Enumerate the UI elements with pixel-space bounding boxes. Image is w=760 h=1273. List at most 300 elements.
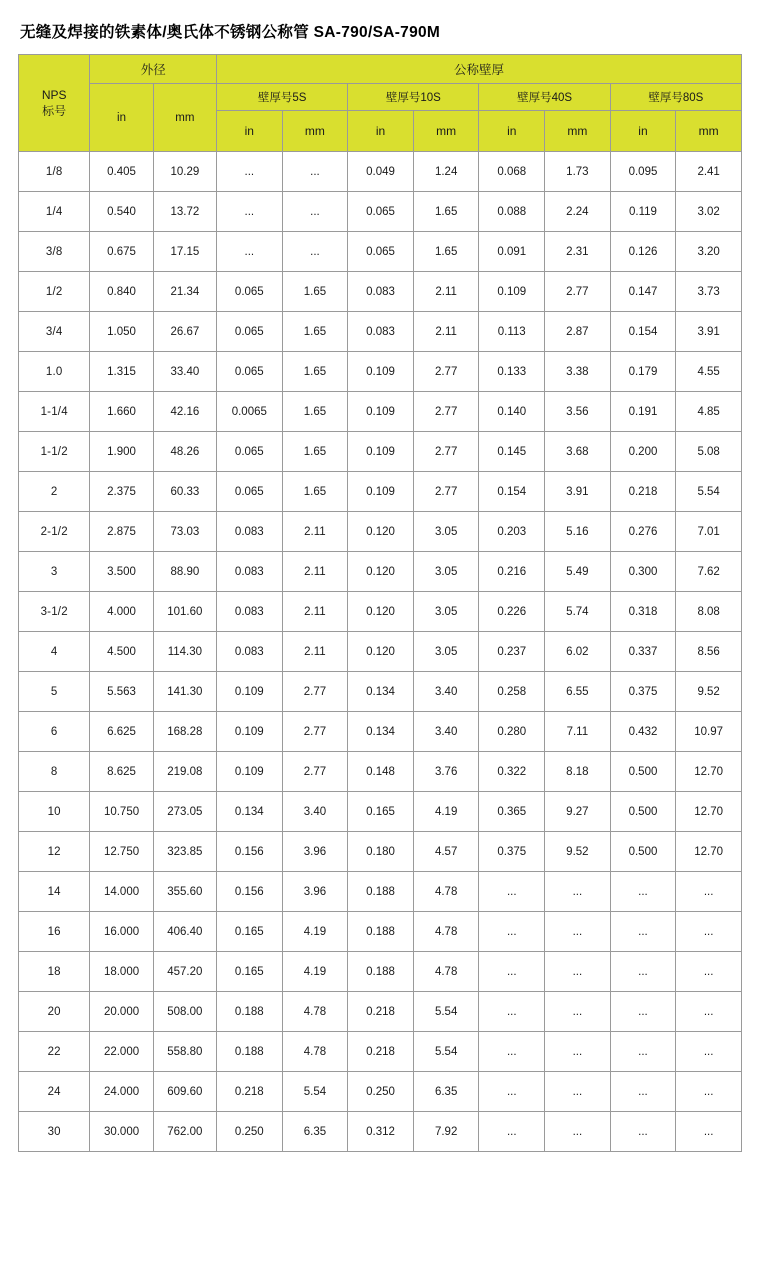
cell-od-mm: 17.15 [153, 232, 216, 272]
cell-s80-mm: 3.20 [676, 232, 742, 272]
header-unit-10s-mm: mm [413, 111, 479, 152]
cell-s80-in: 0.218 [610, 472, 676, 512]
cell-s40-in: 0.109 [479, 272, 545, 312]
cell-nps: 3/4 [19, 312, 90, 352]
cell-s40-mm: 3.56 [545, 392, 611, 432]
cell-s10-in: 0.109 [348, 432, 414, 472]
cell-od-mm: 13.72 [153, 192, 216, 232]
cell-od-in: 4.000 [90, 592, 153, 632]
cell-s40-in: ... [479, 912, 545, 952]
cell-s40-mm: ... [545, 912, 611, 952]
table-row [19, 752, 742, 792]
table-row [19, 1032, 742, 1072]
cell-s5-in: ... [217, 152, 283, 192]
cell-s40-in: 0.203 [479, 512, 545, 552]
cell-s10-in: 0.134 [348, 712, 414, 752]
header-schedule-40s: 壁厚号40S [479, 84, 610, 111]
cell-nps: 3-1/2 [19, 592, 90, 632]
cell-od-in: 3.500 [90, 552, 153, 592]
cell-s5-mm: 5.54 [282, 1072, 348, 1112]
cell-od-mm: 73.03 [153, 512, 216, 552]
cell-s80-in: 0.126 [610, 232, 676, 272]
cell-s5-mm: 4.19 [282, 952, 348, 992]
cell-s80-mm: 9.52 [676, 672, 742, 712]
cell-od-mm: 219.08 [153, 752, 216, 792]
cell-s40-in: ... [479, 952, 545, 992]
cell-s10-in: 0.083 [348, 272, 414, 312]
cell-s10-in: 0.188 [348, 912, 414, 952]
cell-s5-in: 0.156 [217, 872, 283, 912]
cell-s40-mm: 9.52 [545, 832, 611, 872]
cell-s5-in: 0.165 [217, 912, 283, 952]
cell-s5-mm: ... [282, 232, 348, 272]
cell-s80-mm: ... [676, 872, 742, 912]
cell-od-in: 5.563 [90, 672, 153, 712]
table-row [19, 312, 742, 352]
cell-s80-in: ... [610, 952, 676, 992]
cell-od-in: 1.660 [90, 392, 153, 432]
table-row [19, 1112, 742, 1152]
cell-s80-in: ... [610, 1072, 676, 1112]
cell-s40-mm: 5.74 [545, 592, 611, 632]
cell-od-in: 14.000 [90, 872, 153, 912]
cell-s80-mm: ... [676, 1112, 742, 1152]
cell-s10-in: 0.218 [348, 992, 414, 1032]
cell-s10-mm: 3.05 [413, 512, 479, 552]
cell-s80-mm: ... [676, 992, 742, 1032]
cell-nps: 1/4 [19, 192, 90, 232]
cell-s10-mm: 5.54 [413, 1032, 479, 1072]
cell-s40-in: 0.237 [479, 632, 545, 672]
cell-s80-mm: ... [676, 1072, 742, 1112]
cell-s5-in: 0.188 [217, 992, 283, 1032]
cell-od-in: 0.540 [90, 192, 153, 232]
cell-s5-mm: 1.65 [282, 472, 348, 512]
cell-s40-in: ... [479, 1032, 545, 1072]
header-unit-5s-in: in [217, 111, 283, 152]
cell-s80-in: 0.191 [610, 392, 676, 432]
cell-s10-mm: 1.24 [413, 152, 479, 192]
cell-od-mm: 60.33 [153, 472, 216, 512]
cell-s10-in: 0.120 [348, 552, 414, 592]
cell-s80-mm: 8.08 [676, 592, 742, 632]
cell-s10-in: 0.188 [348, 952, 414, 992]
cell-s5-mm: ... [282, 152, 348, 192]
cell-s5-in: 0.109 [217, 672, 283, 712]
table-row [19, 392, 742, 432]
cell-s5-mm: 1.65 [282, 272, 348, 312]
cell-s40-in: ... [479, 1112, 545, 1152]
header-nominal-wall-thickness: 公称壁厚 [217, 55, 742, 84]
cell-od-in: 24.000 [90, 1072, 153, 1112]
cell-s80-mm: 12.70 [676, 792, 742, 832]
cell-s5-mm: 4.19 [282, 912, 348, 952]
cell-s40-mm: 5.49 [545, 552, 611, 592]
table-row [19, 472, 742, 512]
cell-od-in: 0.675 [90, 232, 153, 272]
cell-s5-mm: 4.78 [282, 992, 348, 1032]
table-row [19, 552, 742, 592]
cell-s40-in: 0.091 [479, 232, 545, 272]
cell-od-in: 20.000 [90, 992, 153, 1032]
cell-s80-in: 0.500 [610, 792, 676, 832]
cell-s80-in: 0.375 [610, 672, 676, 712]
cell-od-mm: 26.67 [153, 312, 216, 352]
cell-s10-mm: 4.78 [413, 952, 479, 992]
pipe-dimensions-table [18, 54, 742, 1152]
cell-s5-mm: 2.77 [282, 672, 348, 712]
cell-od-in: 18.000 [90, 952, 153, 992]
header-row-groups [19, 55, 742, 84]
table-row [19, 1072, 742, 1112]
cell-od-in: 30.000 [90, 1112, 153, 1152]
cell-s40-mm: 8.18 [545, 752, 611, 792]
cell-s40-in: 0.113 [479, 312, 545, 352]
cell-s10-mm: 2.77 [413, 352, 479, 392]
cell-od-mm: 42.16 [153, 392, 216, 432]
cell-nps: 1/8 [19, 152, 90, 192]
cell-s40-mm: 6.55 [545, 672, 611, 712]
cell-od-mm: 101.60 [153, 592, 216, 632]
cell-s80-mm: 7.01 [676, 512, 742, 552]
cell-s40-mm: 2.31 [545, 232, 611, 272]
table-row [19, 432, 742, 472]
cell-s40-in: ... [479, 992, 545, 1032]
cell-s40-in: 0.375 [479, 832, 545, 872]
cell-s10-in: 0.065 [348, 192, 414, 232]
cell-s40-mm: 2.77 [545, 272, 611, 312]
table-row [19, 672, 742, 712]
table-row [19, 632, 742, 672]
cell-s80-mm: 4.85 [676, 392, 742, 432]
cell-nps: 10 [19, 792, 90, 832]
cell-s10-mm: 6.35 [413, 1072, 479, 1112]
cell-s5-mm: 3.96 [282, 872, 348, 912]
cell-s40-in: 0.133 [479, 352, 545, 392]
header-unit-80s-mm: mm [676, 111, 742, 152]
cell-nps: 6 [19, 712, 90, 752]
cell-s80-mm: 4.55 [676, 352, 742, 392]
cell-nps: 3/8 [19, 232, 90, 272]
header-nps-line1: NPS [41, 87, 67, 102]
cell-s10-mm: 3.05 [413, 552, 479, 592]
header-unit-5s-mm: mm [282, 111, 348, 152]
cell-s40-mm: ... [545, 1072, 611, 1112]
cell-s80-mm: 7.62 [676, 552, 742, 592]
cell-nps: 8 [19, 752, 90, 792]
cell-s40-in: ... [479, 872, 545, 912]
cell-s10-mm: 5.54 [413, 992, 479, 1032]
cell-nps: 22 [19, 1032, 90, 1072]
cell-nps: 20 [19, 992, 90, 1032]
cell-s5-mm: 1.65 [282, 392, 348, 432]
cell-od-in: 0.405 [90, 152, 153, 192]
cell-od-in: 1.900 [90, 432, 153, 472]
cell-od-mm: 114.30 [153, 632, 216, 672]
cell-s40-mm: ... [545, 992, 611, 1032]
cell-s5-in: 0.109 [217, 752, 283, 792]
cell-s40-mm: 9.27 [545, 792, 611, 832]
cell-s10-in: 0.120 [348, 512, 414, 552]
table-row [19, 992, 742, 1032]
cell-s80-in: 0.432 [610, 712, 676, 752]
cell-s40-in: 0.068 [479, 152, 545, 192]
cell-nps: 2 [19, 472, 90, 512]
cell-s5-in: 0.218 [217, 1072, 283, 1112]
cell-s5-mm: 2.77 [282, 752, 348, 792]
cell-od-in: 8.625 [90, 752, 153, 792]
cell-s80-in: 0.318 [610, 592, 676, 632]
cell-s5-mm: 2.11 [282, 632, 348, 672]
cell-s40-in: 0.145 [479, 432, 545, 472]
cell-s80-in: 0.179 [610, 352, 676, 392]
cell-s5-mm: 1.65 [282, 312, 348, 352]
cell-s40-mm: ... [545, 1112, 611, 1152]
cell-s40-mm: 2.24 [545, 192, 611, 232]
cell-s10-mm: 7.92 [413, 1112, 479, 1152]
cell-s40-mm: 3.38 [545, 352, 611, 392]
cell-s10-mm: 2.77 [413, 432, 479, 472]
header-nps [19, 55, 90, 152]
cell-s10-in: 0.065 [348, 232, 414, 272]
cell-s5-in: 0.083 [217, 512, 283, 552]
cell-s40-mm: 6.02 [545, 632, 611, 672]
table-row [19, 792, 742, 832]
table-row [19, 872, 742, 912]
cell-s10-mm: 3.05 [413, 632, 479, 672]
cell-s5-in: ... [217, 192, 283, 232]
cell-s10-in: 0.165 [348, 792, 414, 832]
cell-s40-in: 0.216 [479, 552, 545, 592]
cell-s10-mm: 4.19 [413, 792, 479, 832]
cell-s80-in: 0.154 [610, 312, 676, 352]
cell-s40-in: 0.365 [479, 792, 545, 832]
table-row [19, 952, 742, 992]
cell-s40-mm: ... [545, 872, 611, 912]
cell-s10-in: 0.120 [348, 632, 414, 672]
header-nps-line2: 标号 [42, 104, 67, 118]
cell-s5-in: 0.065 [217, 352, 283, 392]
cell-s80-mm: 3.73 [676, 272, 742, 312]
cell-nps: 1/2 [19, 272, 90, 312]
cell-od-mm: 406.40 [153, 912, 216, 952]
cell-s5-in: 0.156 [217, 832, 283, 872]
header-od-mm: mm [153, 84, 216, 152]
cell-s5-in: 0.065 [217, 272, 283, 312]
cell-od-mm: 168.28 [153, 712, 216, 752]
table-row [19, 272, 742, 312]
cell-s10-in: 0.218 [348, 1032, 414, 1072]
cell-s40-mm: ... [545, 952, 611, 992]
cell-s5-mm: 4.78 [282, 1032, 348, 1072]
cell-s10-in: 0.180 [348, 832, 414, 872]
cell-s5-in: 0.0065 [217, 392, 283, 432]
cell-s10-in: 0.120 [348, 592, 414, 632]
cell-nps: 24 [19, 1072, 90, 1112]
cell-s80-in: 0.500 [610, 752, 676, 792]
cell-s5-in: 0.065 [217, 312, 283, 352]
header-unit-40s-mm: mm [545, 111, 611, 152]
cell-s80-in: ... [610, 992, 676, 1032]
cell-s80-in: 0.276 [610, 512, 676, 552]
cell-s80-in: 0.095 [610, 152, 676, 192]
cell-s10-in: 0.109 [348, 352, 414, 392]
cell-s5-mm: 2.11 [282, 592, 348, 632]
cell-s10-in: 0.109 [348, 392, 414, 432]
cell-s10-mm: 4.78 [413, 872, 479, 912]
cell-s40-in: 0.140 [479, 392, 545, 432]
cell-s80-in: ... [610, 1112, 676, 1152]
table-row [19, 512, 742, 552]
cell-s10-in: 0.109 [348, 472, 414, 512]
cell-s80-mm: 10.97 [676, 712, 742, 752]
cell-od-in: 2.375 [90, 472, 153, 512]
cell-s40-mm: 3.91 [545, 472, 611, 512]
cell-od-mm: 609.60 [153, 1072, 216, 1112]
table-row [19, 152, 742, 192]
cell-od-in: 22.000 [90, 1032, 153, 1072]
page-title: 无缝及焊接的铁素体/奥氏体不锈钢公称管 SA-790/SA-790M [20, 24, 441, 41]
cell-s10-in: 0.250 [348, 1072, 414, 1112]
cell-s80-mm: ... [676, 1032, 742, 1072]
cell-od-mm: 88.90 [153, 552, 216, 592]
cell-s10-mm: 2.11 [413, 312, 479, 352]
cell-od-mm: 558.80 [153, 1032, 216, 1072]
cell-s5-in: 0.083 [217, 552, 283, 592]
cell-s80-mm: 12.70 [676, 832, 742, 872]
cell-s10-mm: 2.77 [413, 392, 479, 432]
table-row [19, 912, 742, 952]
cell-s80-mm: 5.08 [676, 432, 742, 472]
cell-s80-in: 0.147 [610, 272, 676, 312]
header-row-schedules [19, 84, 742, 111]
cell-s10-mm: 2.11 [413, 272, 479, 312]
cell-s5-mm: 1.65 [282, 432, 348, 472]
cell-s5-in: 0.083 [217, 592, 283, 632]
cell-s80-mm: 2.41 [676, 152, 742, 192]
cell-s40-in: 0.258 [479, 672, 545, 712]
cell-s5-in: 0.165 [217, 952, 283, 992]
header-schedule-80s: 壁厚号80S [610, 84, 741, 111]
cell-s5-mm: 2.11 [282, 552, 348, 592]
cell-s10-in: 0.083 [348, 312, 414, 352]
cell-s40-in: ... [479, 1072, 545, 1112]
cell-od-in: 0.840 [90, 272, 153, 312]
cell-nps: 3 [19, 552, 90, 592]
cell-s10-in: 0.049 [348, 152, 414, 192]
cell-s10-mm: 4.57 [413, 832, 479, 872]
cell-od-in: 6.625 [90, 712, 153, 752]
cell-s80-in: 0.500 [610, 832, 676, 872]
cell-nps: 1-1/4 [19, 392, 90, 432]
cell-nps: 1.0 [19, 352, 90, 392]
cell-s80-mm: ... [676, 952, 742, 992]
cell-nps: 2-1/2 [19, 512, 90, 552]
cell-od-in: 4.500 [90, 632, 153, 672]
cell-s40-mm: 5.16 [545, 512, 611, 552]
table-body [19, 152, 742, 1152]
cell-s5-in: 0.250 [217, 1112, 283, 1152]
cell-od-mm: 33.40 [153, 352, 216, 392]
cell-s80-in: ... [610, 1032, 676, 1072]
cell-od-mm: 508.00 [153, 992, 216, 1032]
cell-s80-in: ... [610, 912, 676, 952]
cell-s5-mm: 2.77 [282, 712, 348, 752]
cell-s5-in: 0.065 [217, 472, 283, 512]
header-schedule-10s: 壁厚号10S [348, 84, 479, 111]
cell-s10-mm: 3.40 [413, 672, 479, 712]
cell-s80-in: 0.337 [610, 632, 676, 672]
cell-s40-mm: 2.87 [545, 312, 611, 352]
cell-s80-mm: 12.70 [676, 752, 742, 792]
table-row [19, 352, 742, 392]
cell-s40-mm: 3.68 [545, 432, 611, 472]
cell-s10-mm: 4.78 [413, 912, 479, 952]
cell-s40-mm: 7.11 [545, 712, 611, 752]
cell-s5-in: 0.134 [217, 792, 283, 832]
cell-s5-mm: 3.40 [282, 792, 348, 832]
cell-s5-in: ... [217, 232, 283, 272]
cell-od-mm: 457.20 [153, 952, 216, 992]
cell-s40-mm: ... [545, 1032, 611, 1072]
cell-s10-in: 0.312 [348, 1112, 414, 1152]
cell-s10-in: 0.148 [348, 752, 414, 792]
cell-od-mm: 21.34 [153, 272, 216, 312]
cell-od-in: 12.750 [90, 832, 153, 872]
header-outer-diameter: 外径 [90, 55, 217, 84]
table-row [19, 192, 742, 232]
cell-od-mm: 48.26 [153, 432, 216, 472]
table-row [19, 832, 742, 872]
cell-s10-mm: 1.65 [413, 192, 479, 232]
cell-s5-in: 0.109 [217, 712, 283, 752]
cell-s10-mm: 3.40 [413, 712, 479, 752]
cell-s5-in: 0.188 [217, 1032, 283, 1072]
cell-nps: 18 [19, 952, 90, 992]
cell-s5-in: 0.065 [217, 432, 283, 472]
cell-s5-mm: 1.65 [282, 352, 348, 392]
table-row [19, 712, 742, 752]
cell-s5-mm: ... [282, 192, 348, 232]
cell-s80-mm: 3.91 [676, 312, 742, 352]
cell-s10-in: 0.134 [348, 672, 414, 712]
cell-od-mm: 10.29 [153, 152, 216, 192]
cell-s10-in: 0.188 [348, 872, 414, 912]
cell-nps: 4 [19, 632, 90, 672]
cell-s5-mm: 3.96 [282, 832, 348, 872]
cell-s10-mm: 3.05 [413, 592, 479, 632]
cell-s5-in: 0.083 [217, 632, 283, 672]
cell-s40-mm: 1.73 [545, 152, 611, 192]
cell-s5-mm: 6.35 [282, 1112, 348, 1152]
cell-s10-mm: 2.77 [413, 472, 479, 512]
cell-od-in: 16.000 [90, 912, 153, 952]
cell-nps: 14 [19, 872, 90, 912]
cell-s10-mm: 1.65 [413, 232, 479, 272]
table-row [19, 232, 742, 272]
cell-s80-mm: 3.02 [676, 192, 742, 232]
cell-s80-in: 0.300 [610, 552, 676, 592]
cell-s10-mm: 3.76 [413, 752, 479, 792]
cell-od-in: 1.050 [90, 312, 153, 352]
cell-s40-in: 0.088 [479, 192, 545, 232]
cell-s80-mm: 8.56 [676, 632, 742, 672]
cell-od-mm: 355.60 [153, 872, 216, 912]
cell-od-in: 1.315 [90, 352, 153, 392]
table-header [19, 55, 742, 152]
cell-nps: 12 [19, 832, 90, 872]
cell-od-in: 10.750 [90, 792, 153, 832]
